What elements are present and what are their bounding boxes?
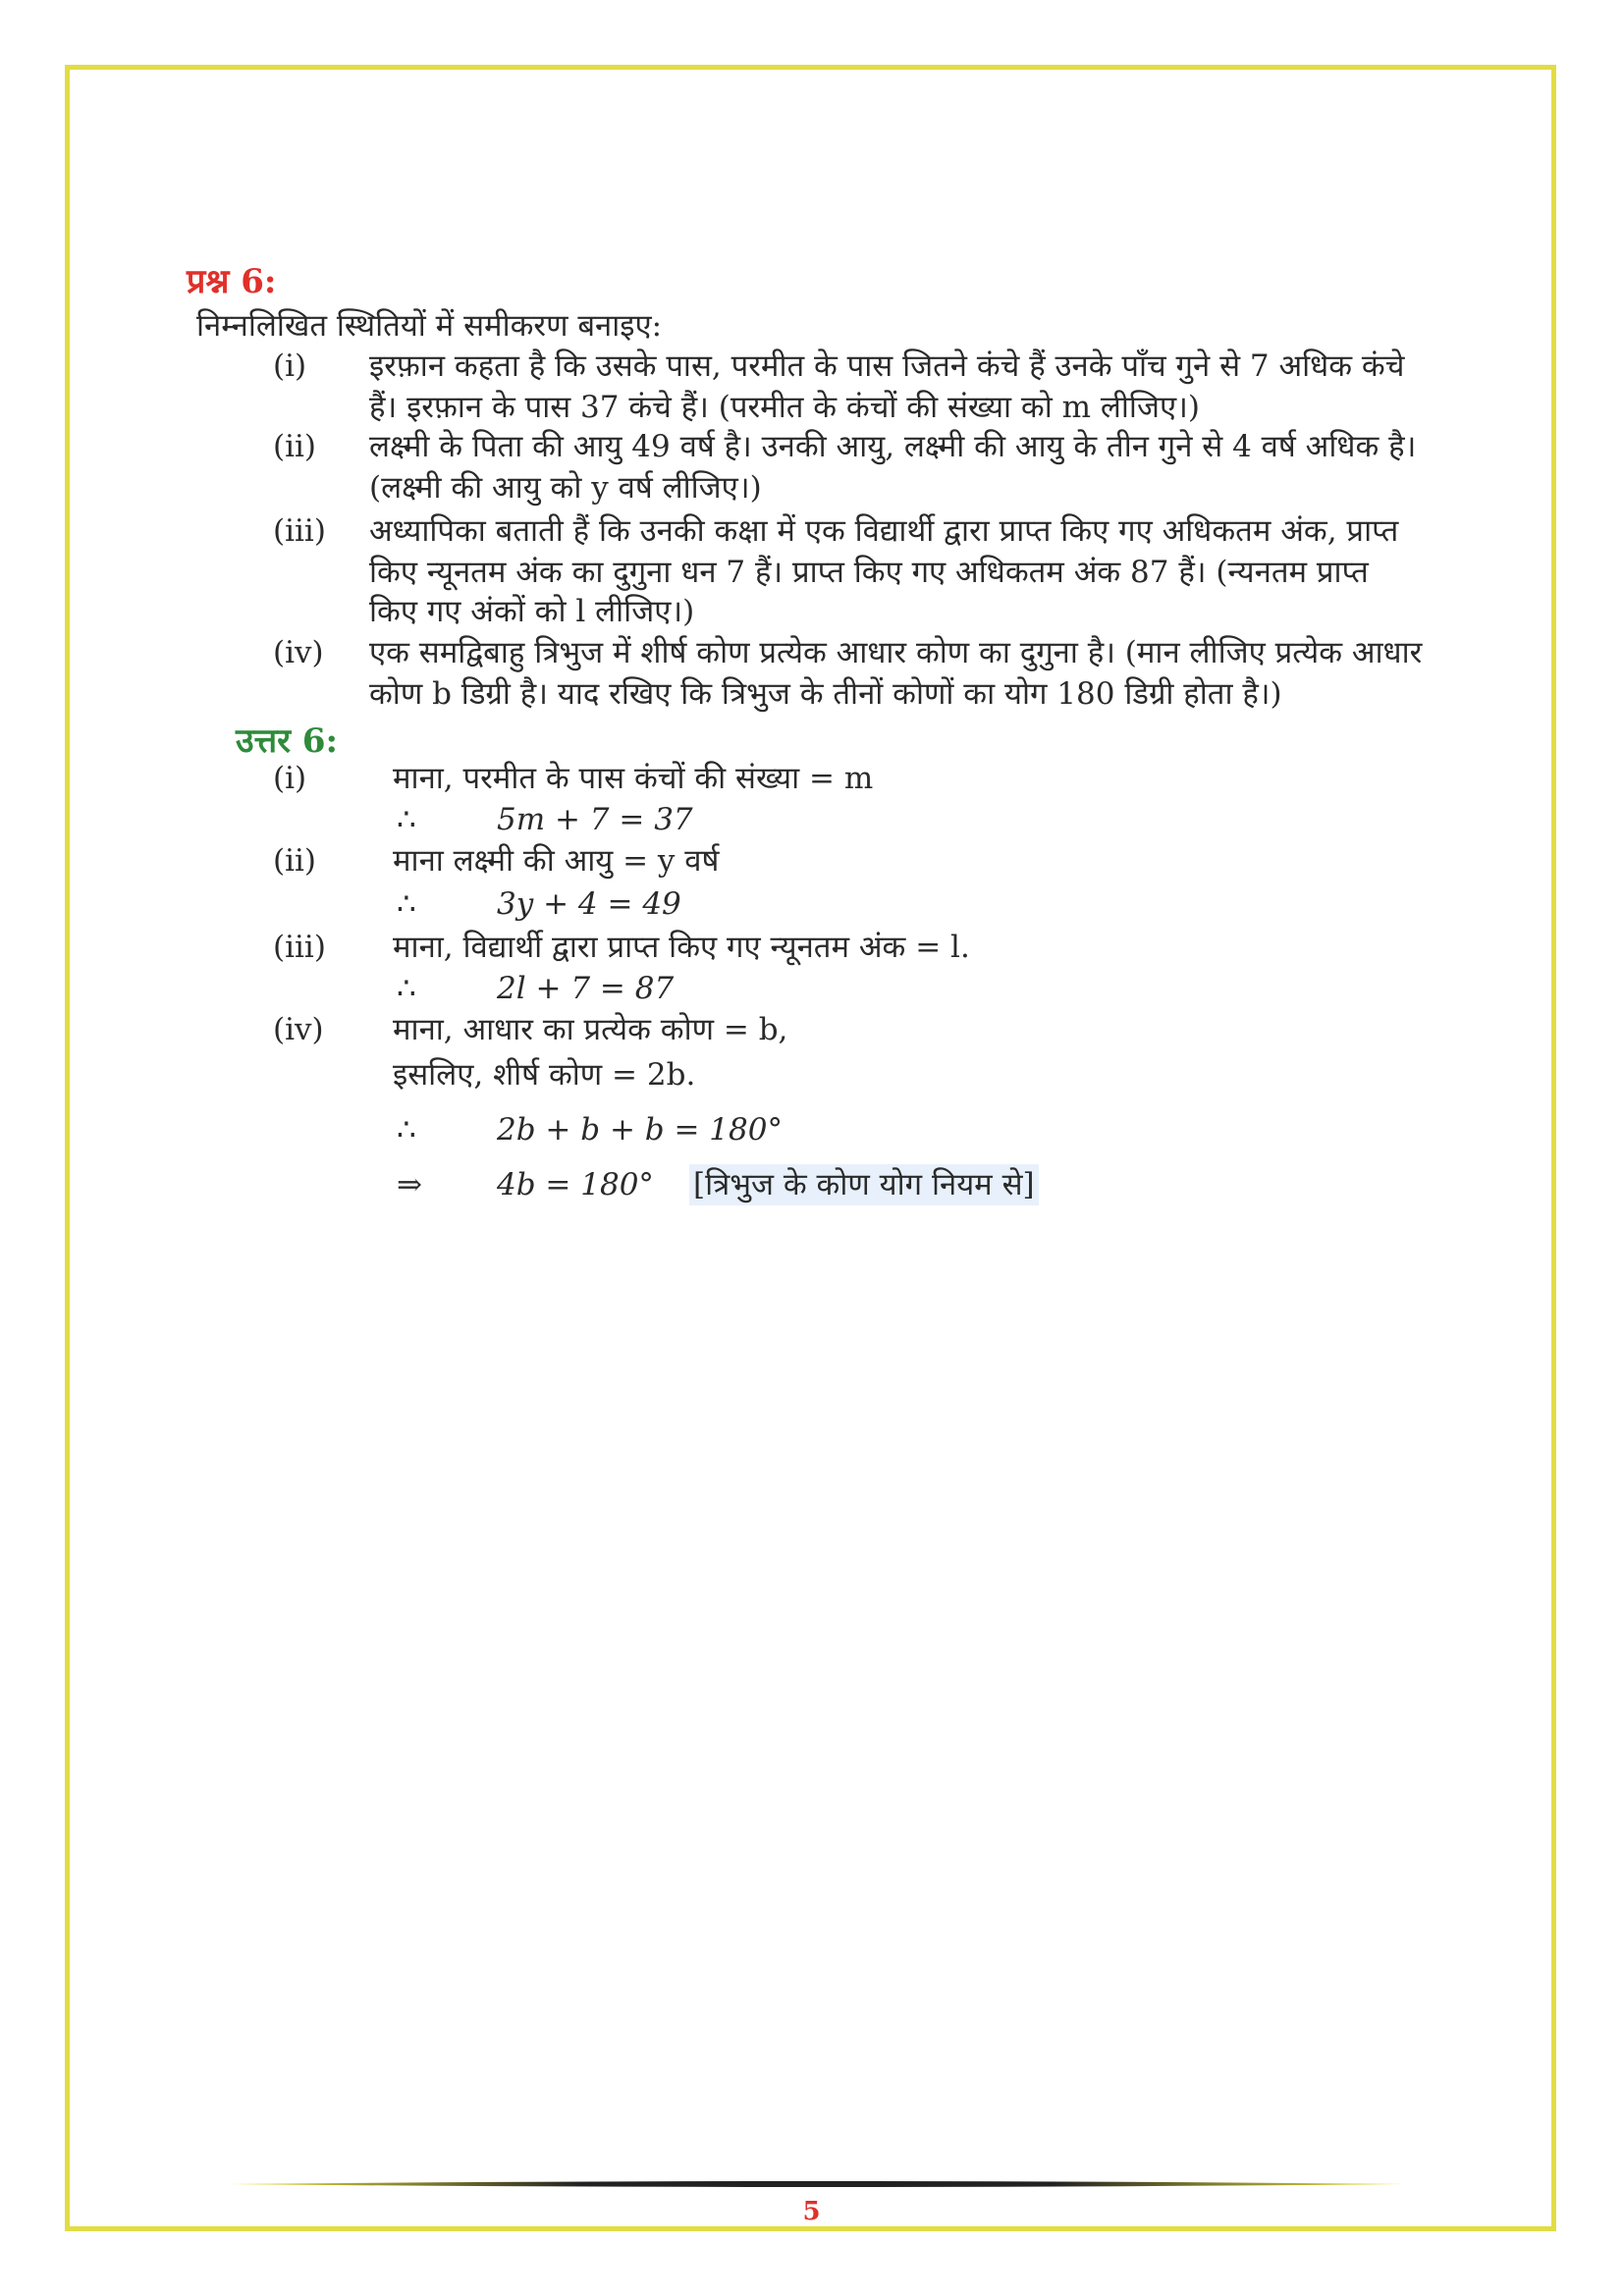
- question-item-line: हैं। इरफ़ान के पास 37 कंचे हैं। (परमीत के कंचों की संख्या को m लीजिए।): [369, 390, 1200, 425]
- question-item-line: लक्ष्मी के पिता की आयु 49 वर्ष है। उनकी आयु, लक्ष्मी की आयु के तीन गुने से 4 वर्ष अधिक है।: [369, 429, 1417, 464]
- question-item-line: किए न्यूनतम अंक का दुगुना धन 7 हैं। प्राप्त किए गए अधिकतम अंक 87 हैं। (न्यनतम प्राप्त: [369, 555, 1369, 590]
- answer-item-number: (i): [273, 761, 307, 796]
- therefore-symbol: ∴: [397, 1112, 416, 1148]
- page-number: 5: [802, 2197, 821, 2226]
- answer-item-text: माना लक्ष्मी की आयु = y वर्ष: [393, 843, 720, 879]
- answer-item-text: माना, विद्यार्थी द्वारा प्राप्त किए गए न्यूनतम अंक = l.: [393, 930, 970, 965]
- answer-item-text: माना, आधार का प्रत्येक कोण = b,: [393, 1012, 788, 1047]
- question-item-line: अध्यापिका बताती हैं कि उनकी कक्षा में एक विद्यार्थी द्वारा प्राप्त किए गए अधिकतम अंक, प्राप्त: [369, 513, 1399, 549]
- answer-item-number: (iv): [273, 1012, 324, 1047]
- answer-equation: 3y + 4 = 49: [497, 886, 681, 922]
- question-item-number: (ii): [273, 429, 317, 464]
- answer-equation: 2b + b + b = 180°: [497, 1112, 783, 1148]
- answer-item-number: (iii): [273, 930, 326, 965]
- answer-item-text: इसलिए, शीर्ष कोण = 2b.: [393, 1057, 696, 1093]
- therefore-symbol: ∴: [397, 802, 416, 837]
- answer-note: [त्रिभुज के कोण योग नियम से]: [689, 1164, 1039, 1205]
- implies-symbol: ⇒: [397, 1167, 422, 1202]
- question-item-line: इरफ़ान कहता है कि उसके पास, परमीत के पास जितने कंचे हैं उनके पाँच गुने से 7 अधिक कंचे: [369, 348, 1405, 384]
- question-item-number: (iii): [273, 513, 326, 549]
- question-item-line: (लक्ष्मी की आयु को y वर्ष लीजिए।): [369, 470, 762, 506]
- question-item-line: किए गए अंकों को l लीजिए।): [369, 594, 695, 629]
- answer-heading: उत्तर 6:: [236, 721, 339, 761]
- question-item-number: (iv): [273, 635, 324, 670]
- question-item-line: कोण b डिग्री है। याद रखिए कि त्रिभुज के तीनों कोणों का योग 180 डिग्री होता है।): [369, 676, 1282, 712]
- question-intro: निम्नलिखित स्थितियों में समीकरण बनाइए:: [196, 308, 663, 344]
- answer-equation: 4b = 180°: [497, 1167, 654, 1202]
- therefore-symbol: ∴: [397, 971, 416, 1006]
- therefore-symbol: ∴: [397, 886, 416, 922]
- question-item-line: एक समद्विबाहु त्रिभुज में शीर्ष कोण प्रत्येक आधार कोण का दुगुना है। (मान लीजिए प्रत्येक आधार: [369, 635, 1423, 670]
- question-item-number: (i): [273, 348, 307, 384]
- question-heading: प्रश्न 6:: [187, 262, 277, 301]
- footer-divider: [228, 2180, 1406, 2188]
- answer-item-text: माना, परमीत के पास कंचों की संख्या = m: [393, 761, 874, 796]
- answer-item-number: (ii): [273, 843, 317, 879]
- answer-equation: 5m + 7 = 37: [497, 802, 693, 837]
- answer-equation: 2l + 7 = 87: [497, 971, 675, 1006]
